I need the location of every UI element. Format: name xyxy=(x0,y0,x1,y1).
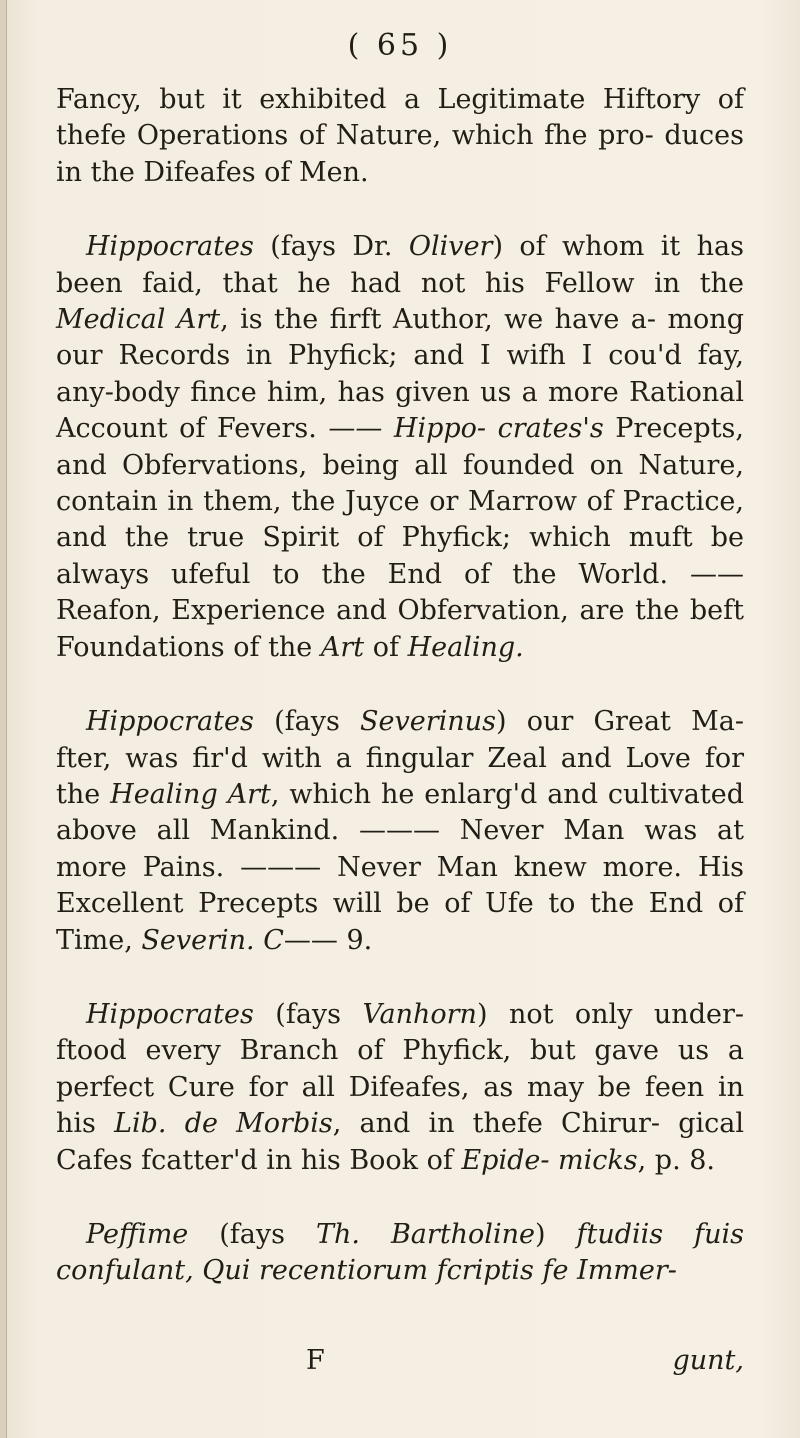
italic-run: Vanhorn xyxy=(362,998,477,1030)
paragraph-1 xyxy=(56,82,744,191)
italic-run: Art xyxy=(320,631,365,663)
italic-run: Severin. C xyxy=(141,924,284,956)
italic-run: Severinus xyxy=(360,706,496,738)
page-footer xyxy=(56,1345,744,1381)
text-run: (fays Dr. xyxy=(253,231,409,263)
italic-run: ftudiis fuis confulant, Qui recentiorum fcriptis fe Immer- xyxy=(56,1218,744,1287)
signature-mark: F xyxy=(306,1345,325,1376)
paragraph-3 xyxy=(56,704,744,959)
text-run: Fancy, but it exhibited a Legitimate Hiftory of thefe Operations of Nature, which fhe pro- duces in the Difeafes of Men. xyxy=(56,84,744,188)
italic-run: Healing Art xyxy=(110,778,271,810)
italic-run: Hippo- crates's xyxy=(393,413,604,445)
text-run: (fays xyxy=(253,998,363,1030)
body-text xyxy=(56,82,744,1328)
italic-run: Lib. de Morbis xyxy=(114,1108,333,1140)
page-gutter xyxy=(0,0,7,1438)
paragraph-4 xyxy=(56,997,744,1179)
text-run: , is the firft Author, we have a- mong our Records in Phyfick; and I wifh I cou'd fay, any-body fince him, has given us a more Rational Account of Fevers. —— xyxy=(56,304,744,445)
text-run: , and in thefe Chirur- gical Cafes fcatter'd in his Book of xyxy=(56,1108,745,1176)
catchword: gunt, xyxy=(672,1345,744,1376)
page-number: ( 65 ) xyxy=(347,28,453,63)
text-run: , p. 8. xyxy=(637,1144,716,1176)
text-run: (fays xyxy=(188,1218,316,1250)
italic-run: Hippocrates xyxy=(86,231,254,263)
text-run: (fays xyxy=(253,706,361,738)
text-run: Precepts, and Obfervations, being all founded on Nature, contain in them, the Juyce or Marrow of Practice, and the true Spirit of Phyfick; which muft be always ufeful to the End of the World. —— Reafon, Experience and Obfervation, are the beft Foundations of the xyxy=(56,413,744,663)
italic-run: Medical Art xyxy=(56,304,221,336)
text-run: ) not only under- ftood every Branch of Phyfick, but gave us a perfect Cure for all Difeafes, as may be feen in his xyxy=(56,998,744,1140)
italic-run: Peffime xyxy=(86,1218,189,1250)
italic-run: Oliver xyxy=(408,231,493,263)
italic-run: Healing. xyxy=(407,631,524,663)
italic-run: Hippocrates xyxy=(86,998,254,1030)
italic-run: Epide- micks xyxy=(461,1144,638,1176)
text-run: ) of whom it has been faid, that he had not his Fellow in the xyxy=(56,231,744,299)
paragraph-5 xyxy=(56,1217,744,1290)
text-run: ) our Great Ma- fter, was fir'd with a fingular Zeal and Love for the xyxy=(56,706,744,810)
text-run: —— 9. xyxy=(283,924,373,956)
paragraph-2 xyxy=(56,229,744,666)
text-run: , which he enlarg'd and cultivated above all Mankind. ——— Never Man was at more Pains. ——— Never Man knew more. His Excellent Precepts will be of Ufe to the End of Time, xyxy=(56,778,744,956)
italic-run: Hippocrates xyxy=(86,706,254,738)
text-run: ) xyxy=(534,1218,577,1250)
text-run: of xyxy=(364,631,408,663)
italic-run: Th. Bartholine xyxy=(316,1218,535,1250)
